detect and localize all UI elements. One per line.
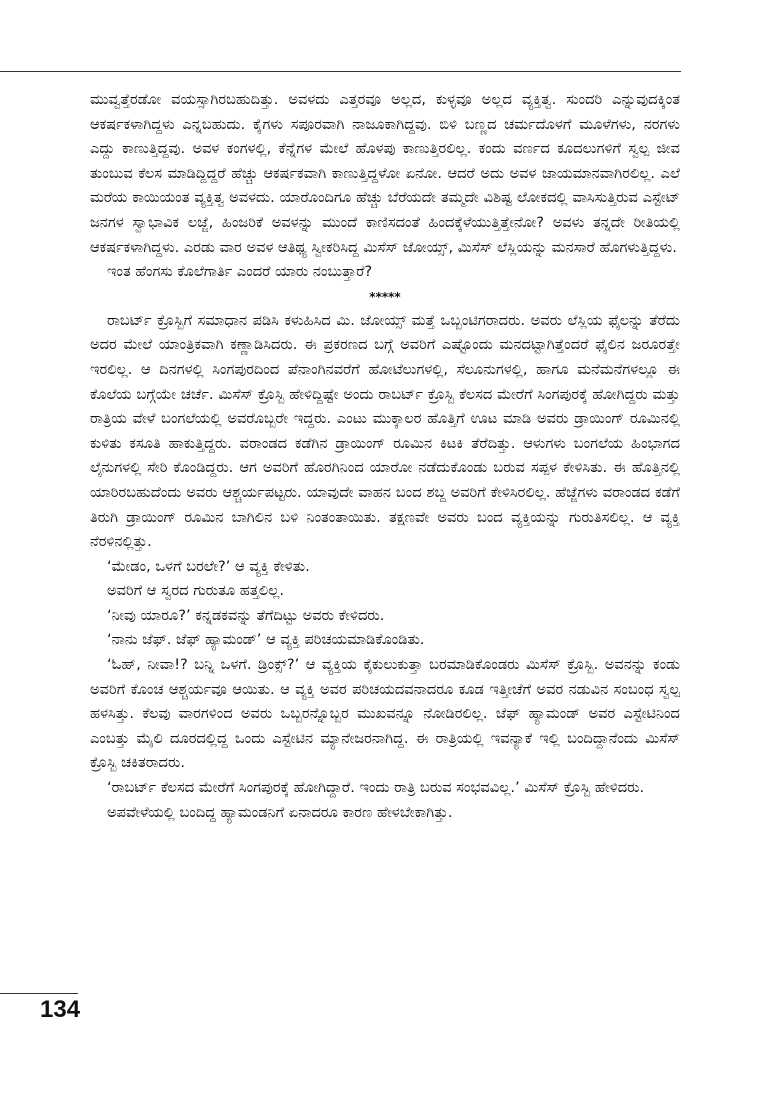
header-rule <box>0 71 681 72</box>
paragraph: ಮುವ್ವತ್ತೆರಡೋ ವಯಸ್ಸಾಗಿರಬಹುದಿತ್ತು. ಅವಳದು ಎತ್ತರವೂ ಅಲ್ಲದ, ಕುಳ್ಳವೂ ಅಲ್ಲದ ವ್ಯಕ್ತಿತ್ವ. ಸುಂದರಿ ಎನ್ನುವುದಕ್ಕಿಂತ ಆಕರ್ಷಕಳಾಗಿದ್ದಳು ಎನ್ನಬಹುದು. ಕೈಗಳು ಸಪೂರವಾಗಿ ನಾಜೂಕಾಗಿದ್ದವು. ಬಿಳಿ ಬಣ್ಣದ ಚರ್ಮದೊಳಗೆ ಮೂಳೆಗಳು, ನರಗಳು ಎದ್ದು ಕಾಣುತ್ತಿದ್ದವು. ಅವಳ ಕಂಗಳಲ್ಲಿ, ಕೆನ್ನೆಗಳ ಮೇಲೆ ಹೊಳಪು ಕಾಣುತ್ತಿರಲಿಲ್ಲ. ಕಂದು ವರ್ಣದ ಕೂದಲುಗಳಿಗೆ ಸ್ವಲ್ಪ ಜೀವ ತುಂಬುವ ಕೆಲಸ ಮಾಡಿದ್ದಿದ್ದರೆ ಹೆಚ್ಚು ಆಕರ್ಷಕವಾಗಿ ಕಾಣುತ್ತಿದ್ದಳೋ ಏನೋ. ಆದರೆ ಅದು ಅವಳ ಜಾಯಮಾನವಾಗಿರಲಿಲ್ಲ. ಎಲೆ ಮರೆಯ ಕಾಯಿಯಂತ ವ್ಯಕ್ತಿತ್ವ ಅವಳದು. ಯಾರೊಂದಿಗೂ ಹೆಚ್ಚು ಬೆರೆಯದೇ ತಮ್ಮದೇ ವಿಶಿಷ್ಟ ಲೋಕದಲ್ಲಿ ವಾಸಿಸುತ್ತಿರುವ ಎಸ್ಟೇಟ್ ಜನಗಳ ಸ್ವಾಭಾವಿಕ ಲಜ್ಜೆ, ಹಿಂಜರಿಕೆ ಅವಳನ್ನು ಮುಂದೆ ಕಾಣಿಸದಂತೆ ಹಿಂದಕ್ಕೆಳೆಯುತ್ತಿತ್ತೇನೋ? ಅವಳು ತನ್ನದೇ ರೀತಿಯಲ್ಲಿ ಆಕರ್ಷಕಳಾಗಿದ್ದಳು. ಎರಡು ವಾರ ಅವಳ ಆತಿಥ್ಯ ಸ್ವೀಕರಿಸಿದ್ದ ಮಿಸೆಸ್ ಜೋಯ್ಸ್, ಮಿಸೆಸ್ ಲೆಸ್ಲಿಯನ್ನು ಮನಸಾರೆ ಹೊಗಳುತ್ತಿದ್ದಳು. <box>90 91 680 256</box>
paragraph: ‘ರಾಬರ್ಟ್ ಕೆಲಸದ ಮೇರೆಗೆ ಸಿಂಗಪುರಕ್ಕೆ ಹೋಗಿದ್ದಾರೆ. ಇಂದು ರಾತ್ರಿ ಬರುವ ಸಂಭವವಿಲ್ಲ.’ ಮಿಸೆಸ್ ಕ್ರೊಸ್ಬಿ ಹೇಳಿದರು. <box>107 779 645 797</box>
page-number: 134 <box>40 996 81 1023</box>
paragraph: ‘ಮೇಡಂ, ಒಳಗೆ ಬರಲೇ?’ ಆ ವ್ಯಕ್ತಿ ಕೇಳಿತು. <box>107 557 310 575</box>
paragraph: ಅಪವೇಳೆಯಲ್ಲಿ ಬಂದಿದ್ದ ಹ್ಯಾಮಂಡನಿಗೆ ಏನಾದರೂ ಕಾರಣ ಹೇಳಬೇಕಾಗಿತ್ತು. <box>107 803 453 821</box>
footer-rule <box>0 993 78 994</box>
paragraph: ರಾಬರ್ಟ್ ಕ್ರೊಸ್ಬಿಗೆ ಸಮಾಧಾನ ಪಡಿಸಿ ಕಳುಹಿಸಿದ ಮಿ. ಜೋಯ್ಸ್ ಮತ್ತೆ ಒಬ್ಬಂಟಿಗರಾದರು. ಅವರು ಲೆಸ್ಲಿಯ ಫೈಲನ್ನು ತೆರೆದು ಅದರ ಮೇಲೆ ಯಾಂತ್ರಿಕವಾಗಿ ಕಣ್ಣಾಡಿಸಿದರು. ಈ ಪ್ರಕರಣದ ಬಗ್ಗೆ ಅವರಿಗೆ ಎಷ್ಟೊಂದು ಮನದಟ್ಟಾಗಿತ್ತೆಂದರೆ ಫೈಲಿನ ಜರೂರತ್ತೇ ಇರಲಿಲ್ಲ. ಆ ದಿನಗಳಲ್ಲಿ ಸಿಂಗಪುರದಿಂದ ಪೆನಾಂಗಿನವರೆಗೆ ಹೋಟೆಲುಗಳಲ್ಲಿ, ಸೆಲೂನುಗಳಲ್ಲಿ, ಹಾಗೂ ಮನೆಮನೆಗಳಲ್ಲೂ ಈ ಕೊಲೆಯ ಬಗ್ಗೆಯೇ ಚರ್ಚೆ. ಮಿಸೆಸ್ ಕ್ರೊಸ್ಬಿ ಹೇಳಿದ್ದಿಷ್ಟೇ ಅಂದು ರಾಬರ್ಟ್ ಕ್ರೊಸ್ಬಿ ಕೆಲಸದ ಮೇರೆಗೆ ಸಿಂಗಪುರಕ್ಕೆ ಹೋಗಿದ್ದರು ಮತ್ತು ರಾತ್ರಿಯ ವೇಳೆ ಬಂಗಲೆಯಲ್ಲಿ ಅವರೊಬ್ಬರೇ ಇದ್ದರು. ಎಂಟು ಮುಕ್ಕಾಲರ ಹೊತ್ತಿಗೆ ಊಟ ಮಾಡಿ ಅವರು ಡ್ರಾಯಿಂಗ್ ರೂಮಿನಲ್ಲಿ ಕುಳಿತು ಕಸೂತಿ ಹಾಕುತ್ತಿದ್ದರು. ವರಾಂಡದ ಕಡೆಗಿನ ಡ್ರಾಯಿಂಗ್ ರೂಮಿನ ಕಿಟಕಿ ತೆರೆದಿತ್ತು. ಆಳುಗಳು ಬಂಗಲೆಯ ಹಿಂಭಾಗದ ಲೈನುಗಳಲ್ಲಿ ಸೇರಿ ಕೊಂಡಿದ್ದರು. ಆಗ ಅವರಿಗೆ ಹೊರಗಿನಿಂದ ಯಾರೋ ನಡೆದುಕೊಂಡು ಬರುವ ಸಪ್ಪಳ ಕೇಳಿಸಿತು. ಈ ಹೊತ್ತಿನಲ್ಲಿ ಯಾರಿರಬಹುದೆಂದು ಅವರು ಆಶ್ಚರ್ಯಪಟ್ಟರು. ಯಾವುದೇ ವಾಹನ ಬಂದ ಶಬ್ದ ಅವರಿಗೆ ಕೇಳಿಸಿರಲಿಲ್ಲ. ಹೆಜ್ಜೆಗಳು ವರಾಂಡದ ಕಡೆಗೆ ತಿರುಗಿ ಡ್ರಾಯಿಂಗ್ ರೂಮಿನ ಬಾಗಿಲಿನ ಬಳಿ ನಿಂತಂತಾಯಿತು. ತಕ್ಷಣವೇ ಅವರು ಬಂದ ವ್ಯಕ್ತಿಯನ್ನು ಗುರುತಿಸಲಿಲ್ಲ. ಆ ವ್ಯಕ್ತಿ ನೆರಳಿನಲ್ಲಿತ್ತು. <box>90 311 680 551</box>
paragraph: ‘ನಾನು ಜೆಫ್. ಜೆಫ್ ಹ್ಯಾಮಂಡ್’ ಆ ವ್ಯಕ್ತಿ ಪರಿಚಯಮಾಡಿಕೊಂಡಿತು. <box>107 631 425 649</box>
paragraph: ‘ಓಹ್, ನೀವಾ!? ಬನ್ನಿ ಒಳಗೆ. ಡ್ರಿಂಕ್ಸ್?’ ಆ ವ್ಯಕ್ತಿಯ ಕೈಕುಲುಕುತ್ತಾ ಬರಮಾಡಿಕೊಂಡರು ಮಿಸೆಸ್ ಕ್ರೊಸ್ಬಿ. ಅವನನ್ನು ಕಂಡು ಅವರಿಗೆ ಕೊಂಚ ಆಶ್ಚರ್ಯವೂ ಆಯಿತು. ಆ ವ್ಯಕ್ತಿ ಅವರ ಪರಿಚಯದವನಾದರೂ ಕೂಡ ಇತ್ತೀಚೆಗೆ ಅವರ ನಡುವಿನ ಸಂಬಂಧ ಸ್ವಲ್ಪ ಹಳಸಿತ್ತು. ಕೆಲವು ವಾರಗಳಿಂದ ಅವರು ಒಬ್ಬರನ್ನೊಬ್ಬರ ಮುಖವನ್ನೂ ನೋಡಿರಲಿಲ್ಲ. ಜೆಫ್ ಹ್ಯಾಮಂಡ್ ಅವರ ಎಸ್ಟೇಟಿನಿಂದ ಎಂಬತ್ತು ಮೈಲಿ ದೂರದಲ್ಲಿದ್ದ ಒಂದು ಎಸ್ಟೇಟಿನ ಮ್ಯಾನೇಜರನಾಗಿದ್ದ. ಈ ರಾತ್ರಿಯಲ್ಲಿ ಇವನ್ಯಾಕೆ ಇಲ್ಲಿ ಬಂದಿದ್ದಾನೆಂದು ಮಿಸೆಸ್ ಕ್ರೊಸ್ಬಿ ಚಕಿತರಾದರು. <box>90 656 680 772</box>
page-body <box>90 88 680 825</box>
paragraph: ಅವರಿಗೆ ಆ ಸ್ವರದ ಗುರುತೂ ಹತ್ತಲಿಲ್ಲ. <box>107 582 285 600</box>
paragraph: ‘ನೀವು ಯಾರೂ?’ ಕನ್ನಡಕವನ್ನು ತೆಗೆದಿಟ್ಟು ಅವರು ಕೇಳಿದರು. <box>107 606 385 624</box>
paragraph: ಇಂತ ಹೆಂಗಸು ಕೊಲೆಗಾರ್ತಿ ಎಂದರೆ ಯಾರು ನಂಬುತ್ತಾರೆ? <box>107 263 373 281</box>
section-separator: ***** <box>369 289 401 304</box>
